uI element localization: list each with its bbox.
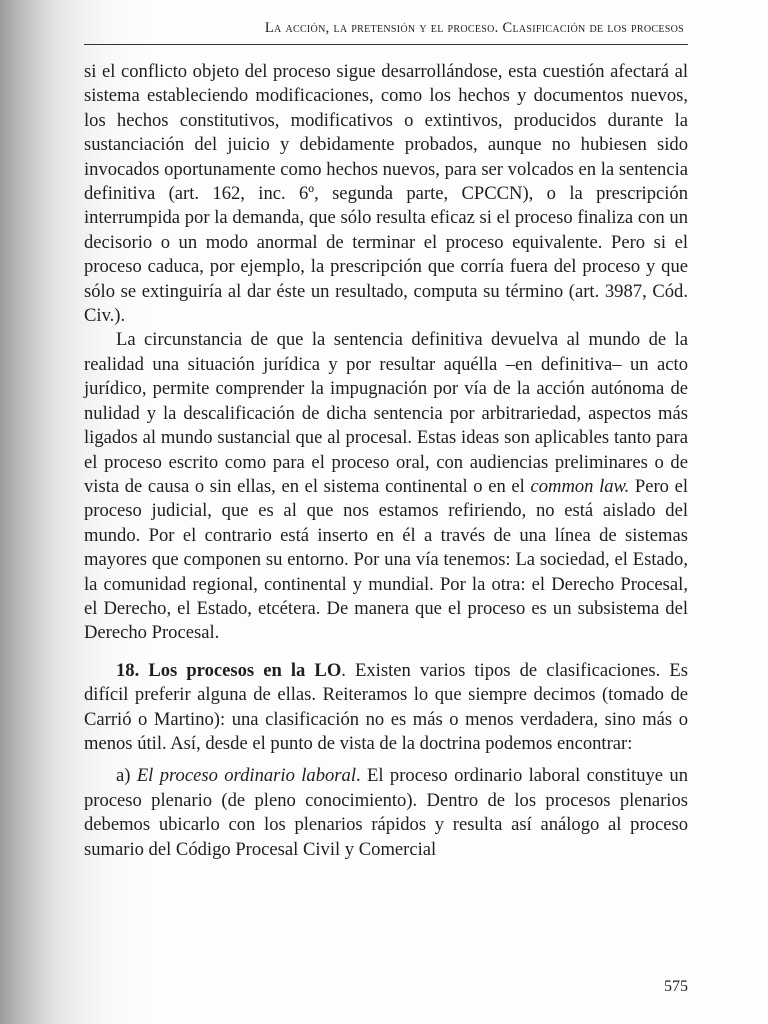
running-head: La acción, la pretensión y el proceso. Clasificación de los procesos	[264, 20, 684, 36]
item-a-paragraph	[84, 764, 688, 862]
paragraph-text: La circunstancia de que la sentencia definitiva devuelva al mundo de la realidad una situación jurídica y por resultar aquélla –en definitiva– un acto jurídico, permite comprender la impugnación por vía de la acción autónoma de nulidad y la descalificación de dicha sentencia por arbitrariedad, aspectos más ligados al mundo sustancial que al procesal. Estas ideas son aplicables tanto para el proceso escrito como para el proceso oral, con audiencias preliminares o de vista de causa o sin ellas, en el sistema continental o en el	[84, 329, 688, 497]
paragraph-text: si el conflicto objeto del proceso sigue desarrollándose, esta cuestión afectará al sistema estableciendo modificaciones, como los hechos y documentos nuevos, los hechos constitutivos, modificativos o extintivos, producidos durante la sustanciación del juicio y debidamente probados, aunque no hubiesen sido invocados oportunamente como hechos nuevos, para ser volcados en la sentencia definitiva (art. 162, inc. 6º, segunda parte, CPCCN), o la prescripción interrumpida por la demanda, que sólo resulta eficaz si el proceso finaliza con un decisorio o un modo anormal de terminar el proceso equivalente. Pero si el proceso caduca, por ejemplo, la prescripción que corría fuera del proceso y que sólo se extinguiría al dar éste un resultado, computa su término (art. 3987, Cód. Civ.).	[84, 61, 688, 327]
item-label: a)	[116, 765, 131, 787]
paragraph-continuation	[84, 60, 688, 328]
paragraph-text: . Existen varios tipos de clasificaciones. Es difícil preferir alguna de ellas. Reiteramos lo que siempre decimos (tomado de Carrió o Martino): una clasificación no es más o menos verdadera, sino más o menos útil. Así, desde el punto de vista de la doctrina podemos encontrar:	[84, 659, 688, 754]
section-18-paragraph	[84, 659, 688, 757]
italic-term: common law.	[530, 475, 630, 497]
item-title: El proceso ordinario laboral	[136, 765, 356, 787]
header-rule	[84, 44, 688, 45]
paragraph-text: Pero el proceso judicial, que es al que nos estamos refiriendo, no está aislado del mundo. Por el contrario está inserto en él a través de una línea de sistemas mayores que componen su entorno. Por una vía tenemos: La sociedad, el Estado, la comunidad regional, continental y mundial. Por la otra: el Derecho Procesal, el Derecho, el Estado, etcétera. De manera que el proceso es un subsistema del Derecho Procesal.	[84, 475, 689, 644]
body-text	[84, 60, 688, 862]
paragraph-sentencia	[84, 328, 688, 645]
paragraph-text: . El proceso ordinario laboral constituye un proceso plenario (de pleno conocimiento). Dentro de los procesos plenarios debemos ubicarlo con los plenarios rápidos y resulta así análogo al proceso sumario del Código Procesal Civil y Comercial	[84, 765, 688, 860]
page-number: 575	[664, 978, 688, 995]
section-heading: 18. Los procesos en la LO	[116, 659, 342, 681]
